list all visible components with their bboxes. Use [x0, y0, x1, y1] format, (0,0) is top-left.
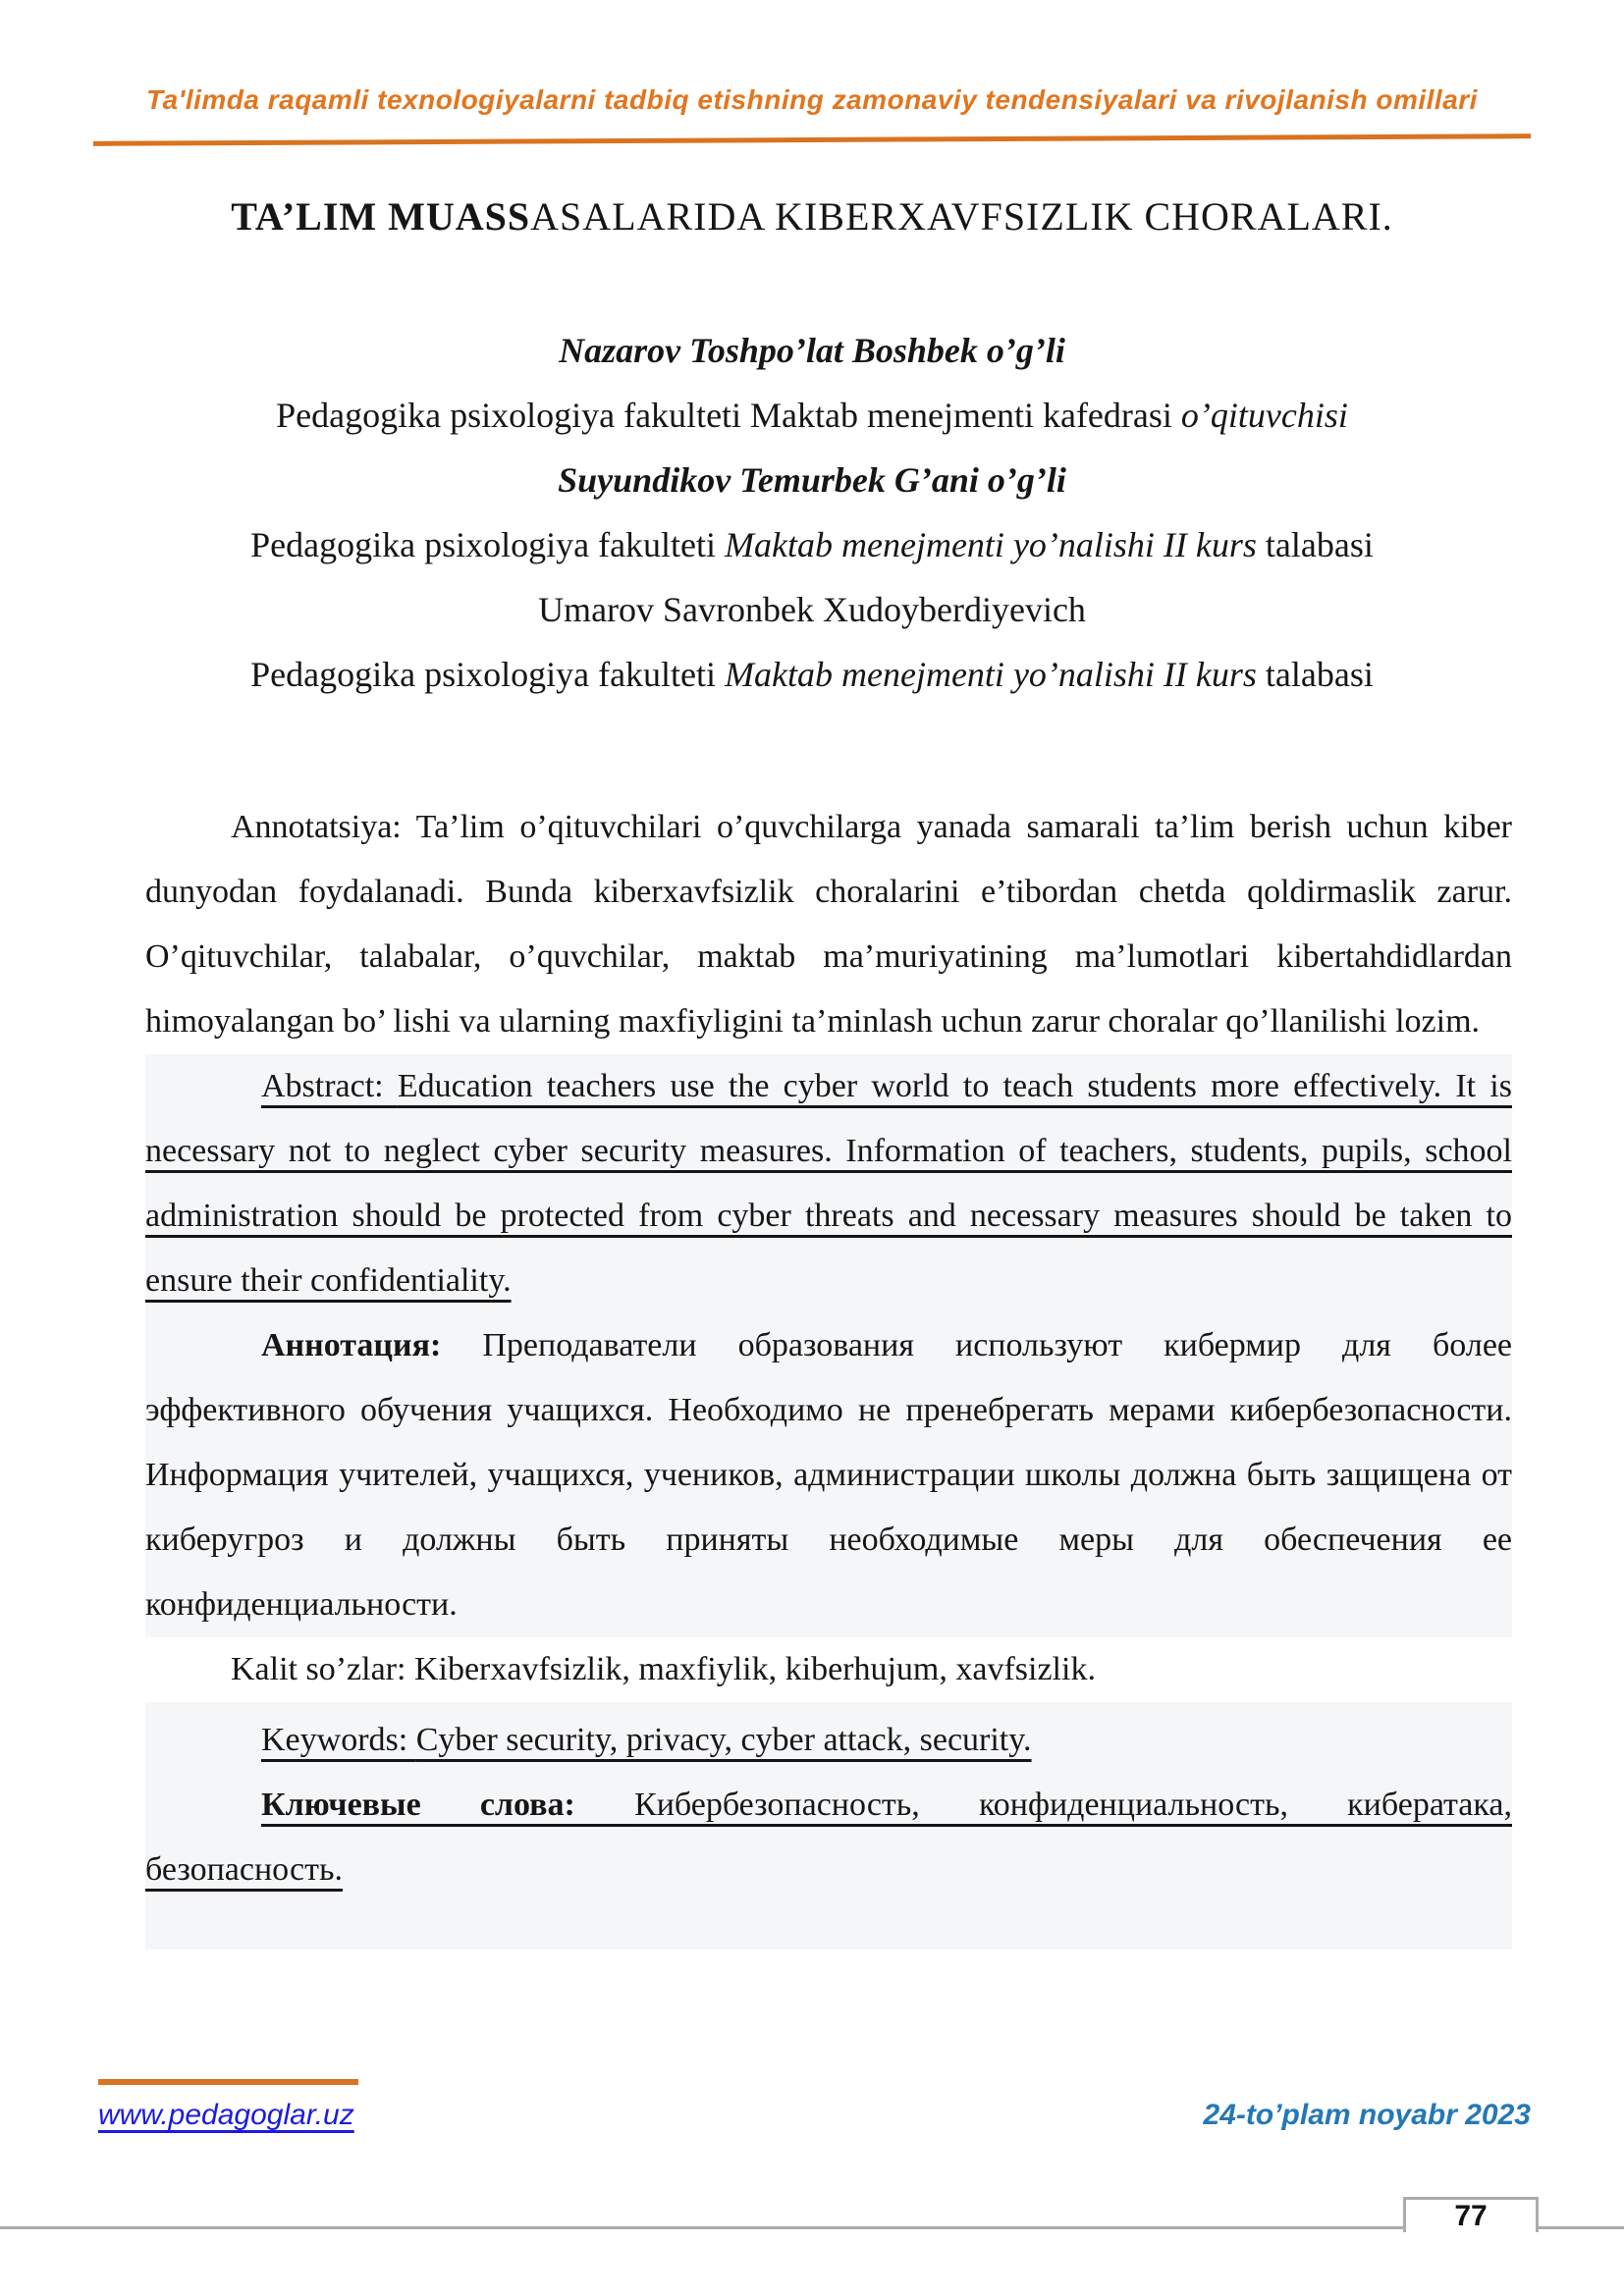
- highlight-band-keywords: [145, 1702, 1512, 1949]
- journal-header-title: Ta'limda raqamli texnologiyalarni tadbiq etishning zamonaviy tendensiyalari va rivojlanish omillari: [146, 84, 1478, 115]
- keywords-uz-text: Kiberxavfsizlik, maxfiylik, kiberhujum, xavfsizlik.: [413, 1651, 1096, 1687]
- authors-block: [0, 318, 1624, 707]
- abstract-en-text: Education teachers use the cyber world to teach students more effectively. It is necessary not to neglect cyber security measures. Information of teachers, students, pupils, school administration should be protected from cyber threats and necessary measures should be taken to ensure their confidentiality.: [145, 1068, 1512, 1299]
- abstract-ru-paragraph: [145, 1313, 1512, 1637]
- abstract-uz-label: Annotatsiya:: [231, 809, 416, 845]
- keywords-en-label: Keywords:: [261, 1722, 416, 1758]
- article-title-regular-part: ASALARIDA KIBERXAVFSIZLIK CHORALARI.: [530, 194, 1393, 239]
- page-number-box: [1403, 2197, 1539, 2232]
- keywords-uz-line: [145, 1637, 1512, 1702]
- author-name: Nazarov Toshpo’lat Boshbek o’g’li: [559, 331, 1065, 370]
- keywords-en-text: Cyber security, privacy, cyber attack, security.: [415, 1722, 1032, 1758]
- highlight-band-abstracts: [145, 1054, 1512, 1637]
- header-rule: [93, 133, 1531, 146]
- keywords-ru-paragraph: [145, 1773, 1512, 1902]
- author-name: Suyundikov Temurbek G’ani o’g’li: [558, 460, 1066, 500]
- author-name: Umarov Savronbek Xudoyberdiyevich: [538, 590, 1086, 629]
- footer-accent-rule: [98, 2079, 358, 2085]
- article-title: [0, 193, 1624, 240]
- page-footer: [98, 2079, 1531, 2132]
- abstract-en-paragraph: [145, 1054, 1512, 1313]
- issue-label: 24-to’plam noyabr 2023: [1203, 2099, 1531, 2131]
- page-number: 77: [1454, 2199, 1488, 2232]
- article-title-bold-part: TA’LIM MUASS: [231, 194, 531, 239]
- keywords-en-line: [145, 1708, 1512, 1773]
- abstract-en-label: Abstract:: [261, 1068, 398, 1104]
- author-affiliation: Pedagogika psixologiya fakulteti Maktab menejmenti yo’nalishi II kurs talabasi: [250, 655, 1374, 694]
- abstract-uz-text: Ta’lim o’qituvchilari o’quvchilarga yanada samarali ta’lim berish uchun kiber dunyodan foydalanadi. Bunda kiberxavfsizlik choralarini e’tibordan chetda qoldirmaslik zarur. O’qituvchilar, talabalar, o’quvchilar, maktab ma’muriyatining ma’lumotlari kibertahdidlardan himoyalangan bo’ lishi va ularning maxfiyligini ta’minlash uchun zarur choralar qo’llanilishi lozim.: [145, 809, 1512, 1040]
- website-link[interactable]: www.pedagoglar.uz: [98, 2099, 354, 2131]
- keywords-ru-text: Кибербезопасность, конфиденциальность, кибератака, безопасность.: [145, 1787, 1512, 1888]
- keywords-uz-label: Kalit so’zlar:: [231, 1651, 414, 1687]
- keywords-ru-label: Ключевые слова:: [261, 1787, 635, 1823]
- abstract-uz-paragraph: [145, 795, 1512, 1054]
- author-affiliation: Pedagogika psixologiya fakulteti Maktab menejmenti yo’nalishi II kurs talabasi: [250, 525, 1374, 564]
- bottom-rule: [0, 2226, 1624, 2229]
- abstract-ru-label: Аннотация:: [261, 1327, 483, 1363]
- abstract-ru-text: Преподаватели образования используют кибермир для более эффективного обучения учащихся. Необходимо не пренебрегать мерами кибербезопасности. Информация учителей, учащихся, учеников, администрации школы должна быть защищена от киберугроз и должны быть приняты необходимые меры для обеспечения ее конфиденциальности.: [145, 1327, 1512, 1623]
- author-affiliation: Pedagogika psixologiya fakulteti Maktab menejmenti kafedrasi o’qituvchisi: [276, 396, 1348, 435]
